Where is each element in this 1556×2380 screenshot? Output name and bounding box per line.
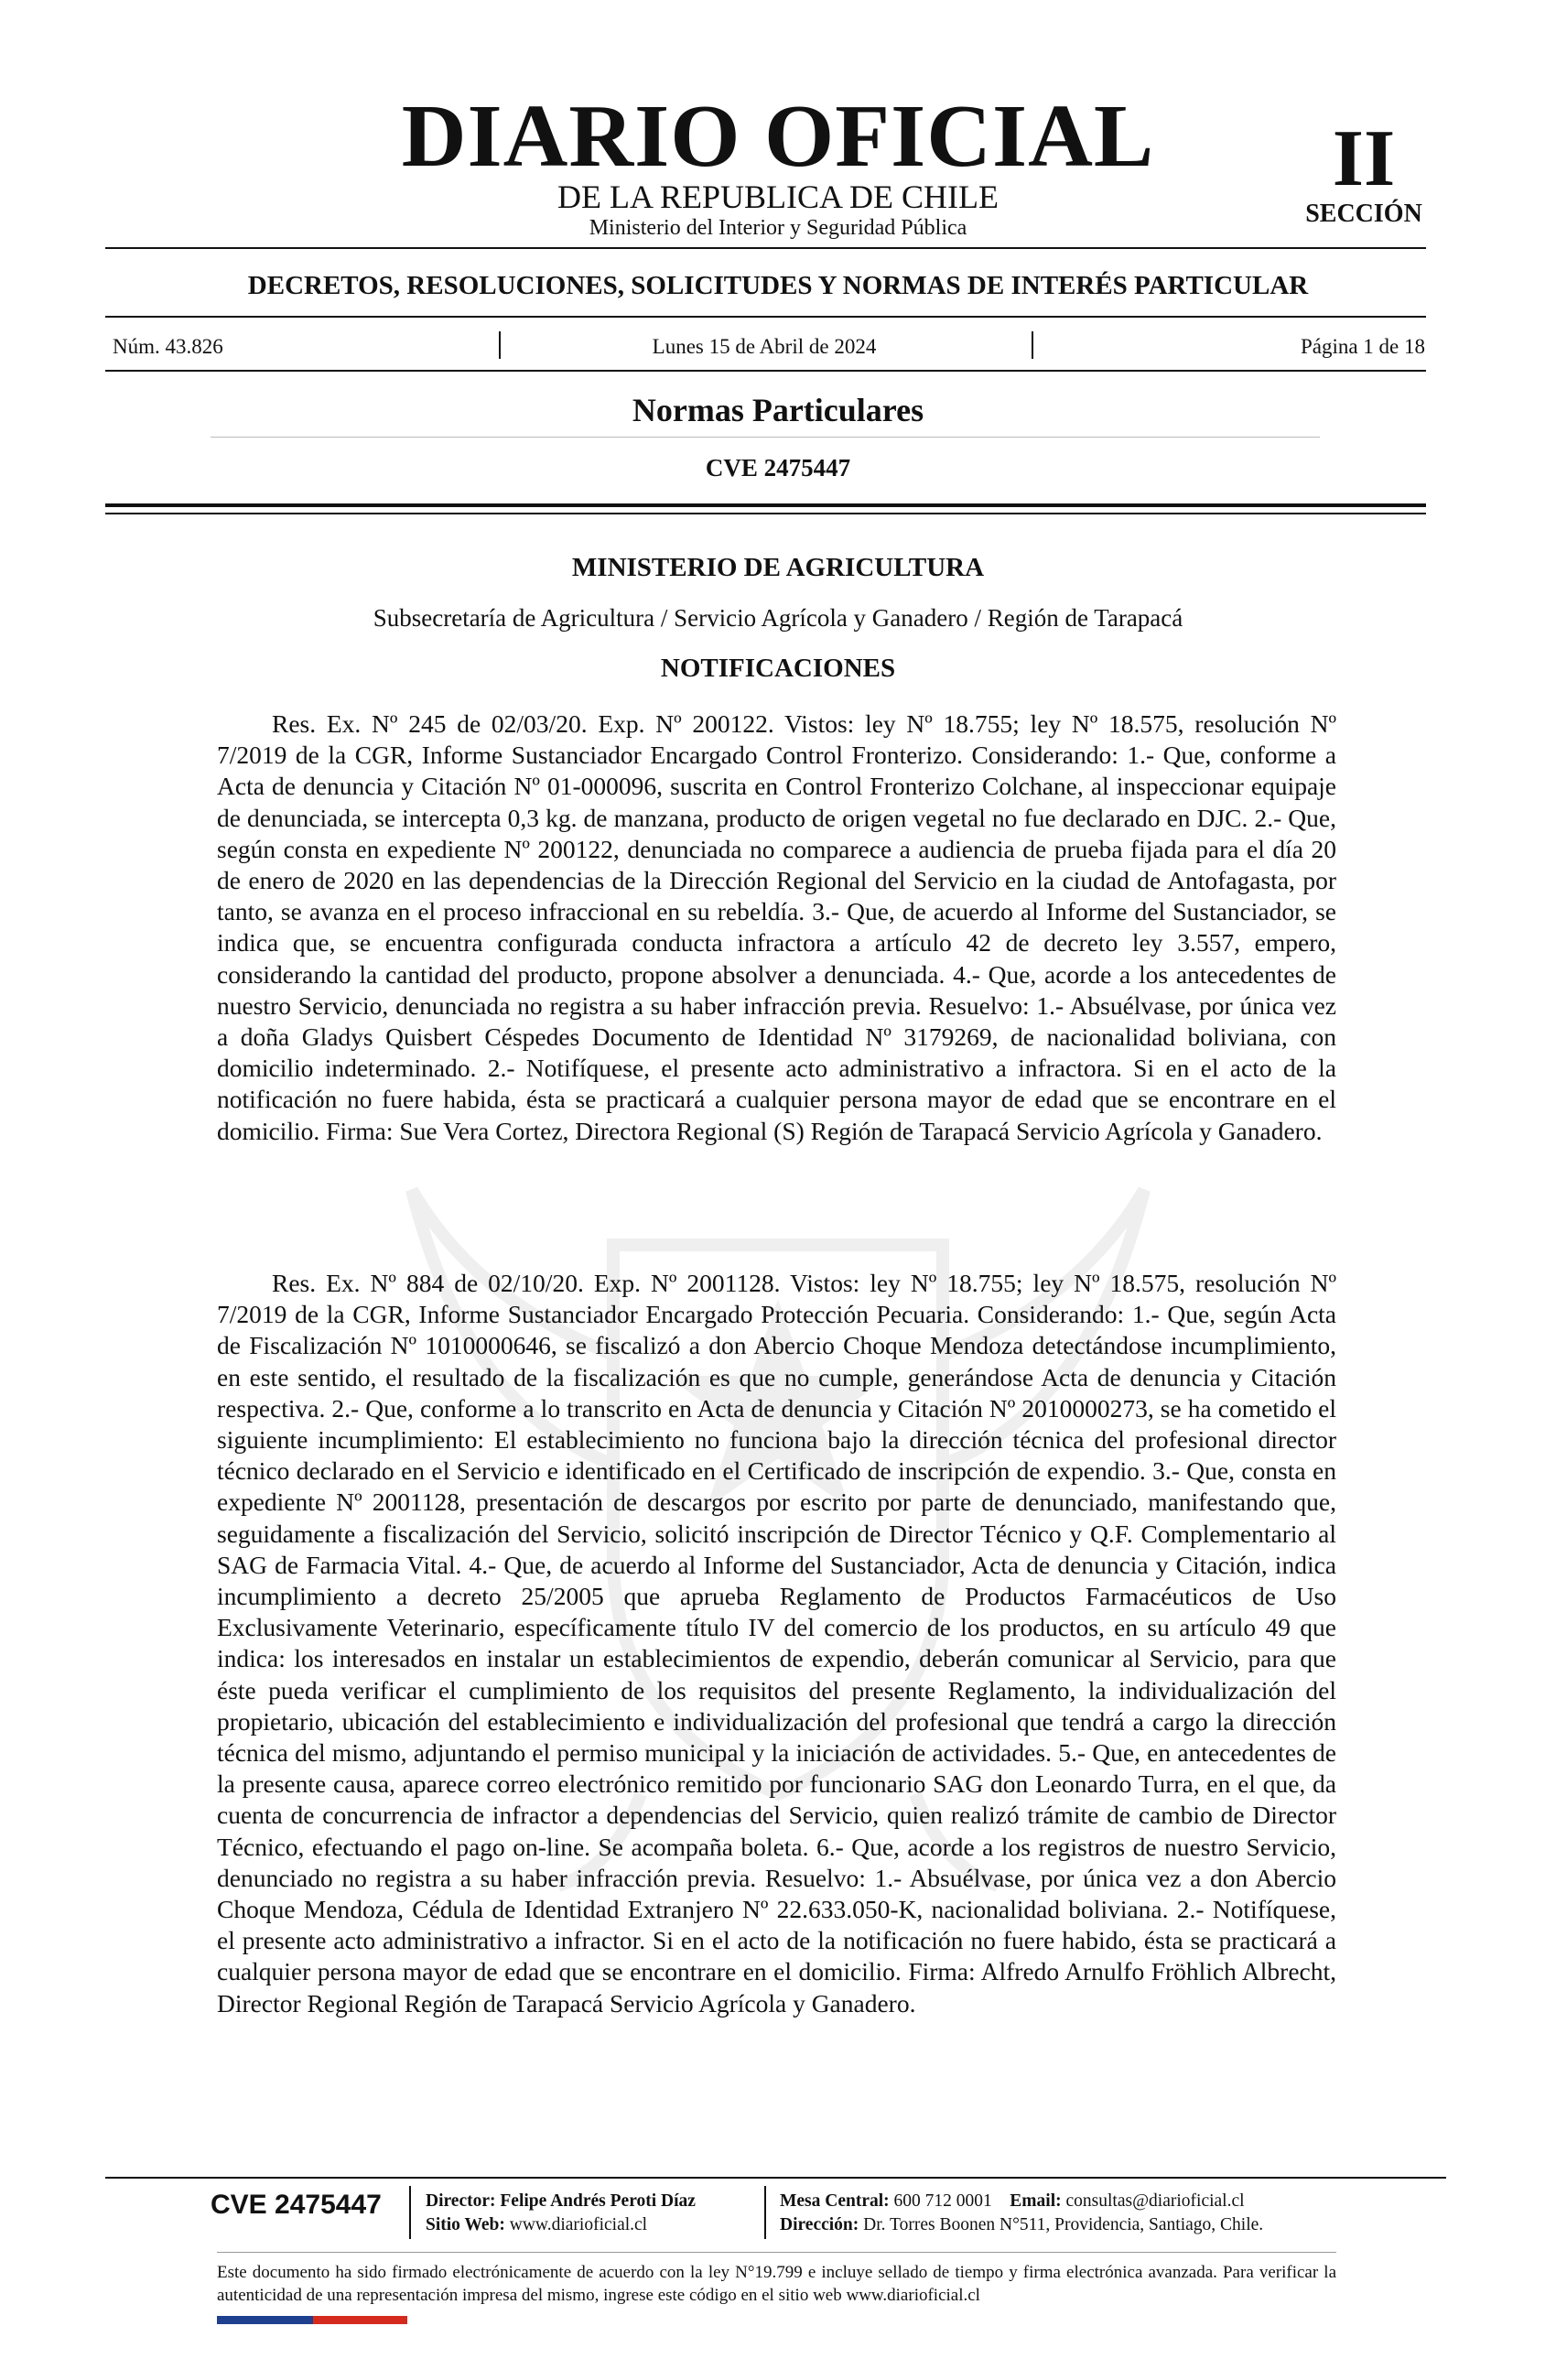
meta-separator: [1032, 331, 1033, 359]
page-indicator: Página 1 de 18: [1300, 335, 1425, 358]
flag-stripe-red: [313, 2316, 407, 2324]
resolution-paragraph: Res. Ex. Nº 884 de 02/10/20. Exp. Nº 2001128. Vistos: ley Nº 18.755; ley Nº 18.575, resolución Nº 7/2019 de la CGR, Informe Sustanciador Encargado Protección Pecuaria. Considerando: 1.- Que, según Acta de Fiscalización Nº 1010000646, se fiscalizó a don Abercio Choque Mendoza detectándose incumplimiento, en este sentido, el resultado de la fiscalización es que no cumple, generándose Acta de denuncia y Citación respectiva. 2.- Que, conforme a lo transcrito en Acta de denuncia y Citación Nº 2010000273, se ha cometido el siguiente incumplimiento: El establecimiento no funciona bajo la dirección técnica del profesional director técnico declarado en el Servicio e identificado en el Certificado de inscripción de expendio. 3.- Que, consta en expediente Nº 2001128, presentación de descargos por escrito por parte de denunciado, manifestando que, seguidamente a fiscalización del Servicio, solicitó inscripción de Director Técnico y Q.F. Complementario al SAG de Farmacia Vital. 4.- Que, de acuerdo al Informe del Sustanciador, Acta de denuncia y Citación, indica incumplimiento a decreto 25/2005 que aprueba Reglamento de Productos Farmacéuticos de Uso Exclusivamente Veterinario, específicamente título IV del comercio de los productos, en su artículo 49 que indica: los interesados en instalar un establecimientos de expendio, deberán comunicar al Servicio, para que éste pueda verificar el cumplimiento de los requisitos del presente Reglamento, la individualización del propietario, ubicación del establecimiento e individualización del profesional que tendrá a cargo la dirección técnica del mismo, adjuntando el permiso municipal y la iniciación de actividades. 5.- Que, en antecedentes de la presente causa, aparece correo electrónico remitido por funcionario SAG don Leonardo Turra, en el que, da cuenta de concurrencia de infractor a dependencias del Servicio, quien realizó trámite de cambio de Director Técnico, efectuando el pago on-line. Se acompaña boleta. 6.- Que, acorde a los registros de nuestro Servicio, denunciado no registra a su haber infracción previa. Resuelvo: 1.- Absuélvase, por única vez a don Abercio Choque Mendoza, Cédula de Identidad Extranjero Nº 22.633.050-K, nacionalidad boliviana. 2.- Notifíquese, el presente acto administrativo a infractor. Si en el acto de la notificación no fuere habido, ésta se practicará a cualquier persona mayor de edad que se encontrare en el domicilio. Firma: Alfredo Arnulfo Fröhlich Albrecht, Director Regional Región de Tarapacá Servicio Agrícola y Ganadero.: [217, 1269, 1336, 2018]
masthead-title: DIARIO OFICIAL: [401, 87, 1155, 186]
footer-note-divider: [217, 2252, 1336, 2253]
signature-notice: Este documento ha sido firmado electrónicamente de acuerdo con la ley N°19.799 e incluye sellado de tiempo y firma electrónica avanzada. Para verificar la autenticidad de una representación impresa del mismo, ingrese este código en el sitio web www.diarioficial.cl: [217, 2263, 1336, 2305]
section-heading: DECRETOS, RESOLUCIONES, SOLICITUDES Y NORMAS DE INTERÉS PARTICULAR: [247, 271, 1309, 300]
address-value: Dr. Torres Boonen N°511, Providencia, Santiago, Chile.: [863, 2215, 1264, 2234]
director-label: Director:: [426, 2191, 496, 2211]
footer-separator: [764, 2186, 766, 2239]
cve-code: CVE 2475447: [705, 454, 851, 481]
category-underline: [211, 437, 1320, 438]
email-label: Email:: [1010, 2191, 1062, 2211]
subsecretaria-line: Subsecretaría de Agricultura / Servicio Agrícola y Ganadero / Región de Tarapacá: [373, 604, 1183, 632]
masthead-subtitle: DE LA REPUBLICA DE CHILE: [557, 178, 999, 215]
footer-divider: [105, 2177, 1446, 2179]
flag-stripe-blue: [217, 2316, 313, 2324]
meta-divider: [105, 370, 1426, 372]
masthead-ministry: Ministerio del Interior y Seguridad Pública: [589, 216, 967, 240]
issue-number: Núm. 43.826: [113, 335, 223, 358]
footer-contact-block: [780, 2190, 1347, 2237]
issue-date: Lunes 15 de Abril de 2024: [652, 335, 877, 358]
section-number: II: [1332, 114, 1396, 203]
category-title: Normas Particulares: [632, 392, 924, 428]
phone-value: 600 712 0001: [893, 2191, 992, 2211]
website-link[interactable]: www.diarioficial.cl: [509, 2215, 648, 2234]
footer-cve-code: CVE 2475447: [211, 2190, 382, 2220]
section-label: SECCIÓN: [1305, 200, 1422, 228]
footer-separator: [409, 2186, 411, 2239]
masthead-divider: [105, 247, 1426, 249]
thin-divider: [105, 513, 1426, 514]
footer-director-block: [426, 2190, 773, 2237]
thick-divider: [105, 503, 1426, 507]
heading-divider: [105, 316, 1426, 318]
notifications-heading: NOTIFICACIONES: [660, 654, 896, 683]
website-label: Sitio Web:: [426, 2215, 505, 2234]
email-link[interactable]: consultas@diarioficial.cl: [1065, 2191, 1245, 2211]
phone-label: Mesa Central:: [780, 2191, 890, 2211]
address-label: Dirección:: [780, 2215, 859, 2234]
director-name: Felipe Andrés Peroti Díaz: [500, 2191, 696, 2211]
ministry-heading: MINISTERIO DE AGRICULTURA: [571, 553, 985, 582]
resolution-paragraph: Res. Ex. Nº 245 de 02/03/20. Exp. Nº 200122. Vistos: ley Nº 18.755; ley Nº 18.575, resolución Nº 7/2019 de la CGR, Informe Sustanciador Encargado Control Fronterizo. Considerando: 1.- Que, conforme a Acta de denuncia y Citación Nº 01-000096, suscrita en Control Fronterizo Colchane, al inspeccionar equipaje de denunciada, se intercepta 0,3 kg. de manzana, producto de origen vegetal no fue declarado en DJC. 2.- Que, según consta en expediente Nº 200122, denunciada no comparece a audiencia de prueba fijada para el día 20 de enero de 2020 en las dependencias de la Dirección Regional del Servicio en la ciudad de Antofagasta, por tanto, se avanza en el proceso infraccional en su rebeldía. 3.- Que, de acuerdo al Informe del Sustanciador, se indica que, se encuentra configurada conducta infractora a artículo 42 de decreto ley 3.557, empero, considerando la cantidad del producto, propone absolver a denunciada. 4.- Que, acorde a los antecedentes de nuestro Servicio, denunciada no registra a su haber infracción previa. Resuelvo: 1.- Absuélvase, por única vez a doña Gladys Quisbert Céspedes Documento de Identidad Nº 3179269, de nacionalidad boliviana, con domicilio indeterminado. 2.- Notifíquese, el presente acto administrativo a infractora. Si en el acto de la notificación no fuere habida, ésta se practicará a cualquier persona mayor de edad que se encontrare en el domicilio. Firma: Sue Vera Cortez, Directora Regional (S) Región de Tarapacá Servicio Agrícola y Ganadero.: [217, 709, 1336, 1145]
meta-separator: [499, 331, 501, 359]
